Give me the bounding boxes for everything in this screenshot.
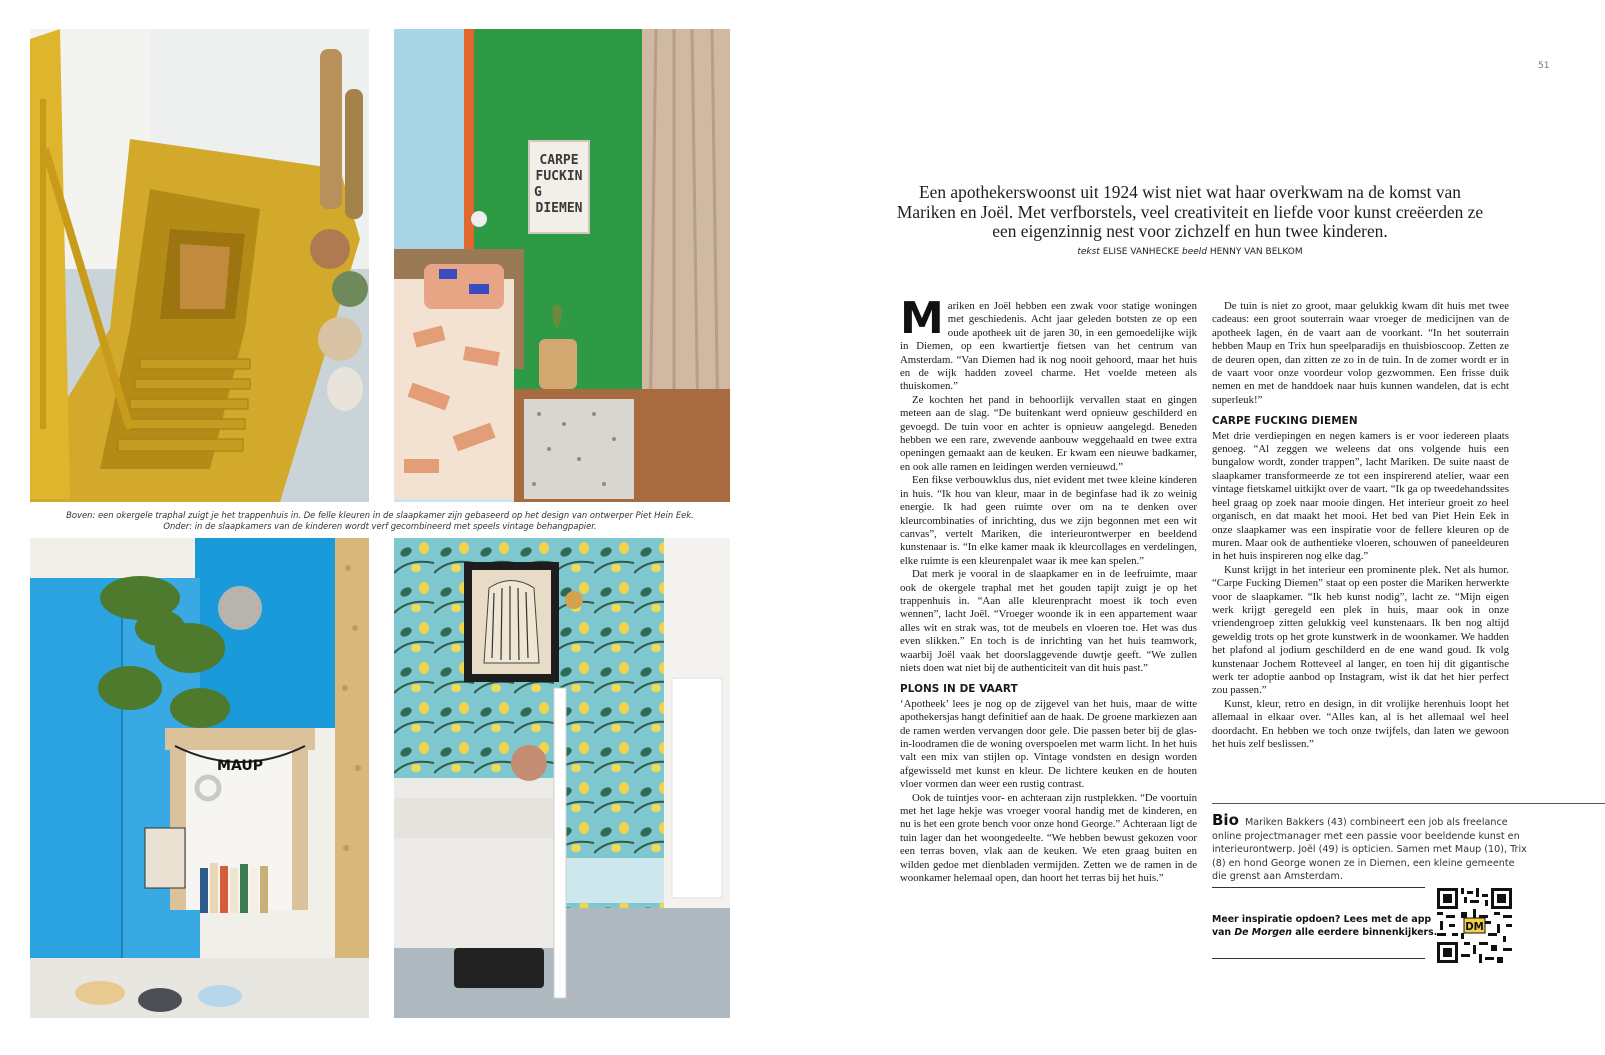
article-paragraph: Mariken en Joël hebben een zwak voor statige woningen met geschiedenis. Acht jaar geleden botsten ze op een oude apotheek uit de jaren 30, in een gemoedelijke wijk in Diemen, op een kwartiertje fietsen van het centrum van Amsterdam. “Van Diemen had ik nog nooit gehoord, maar het huis en de wijk hadden zoveel charme. Het voelde meteen als thuiskomen.” bbox=[900, 293, 1197, 393]
promo-divider-top bbox=[1212, 887, 1425, 888]
article-paragraph: Met drie verdiepingen en negen kamers is er voor iedereen plaats genoeg. “Al zeggen we weleens dat ons volgende huis een bungalow wordt, zonder trappen”, lacht Mariken. De suite naast de slaapkamer transformeerde ze tot een inspirerend atelier, waar een vintage fietskamel uitkijkt over de vaart. “Ik ga op tweedehandssites heel graag op zoek naar mooie dingen. Het interieur groeit zo heel organisch, en dat maakt het mooi. Het bed van Piet Hein Eek in onze slaapkamer was een inspiratie voor de fellere kleuren op de muren. Maar ook de authentieke vloeren, schouwen of paneeldeuren in het huis inspireren nog elke dag.” bbox=[1212, 429, 1509, 563]
promo-divider-bottom bbox=[1212, 958, 1425, 959]
subheading-carpe: CARPE FUCKING DIEMEN bbox=[1212, 415, 1358, 428]
credits bbox=[890, 247, 1490, 257]
dropcap: M bbox=[900, 293, 944, 344]
qr-code-icon[interactable] bbox=[1437, 888, 1512, 963]
photo-caption bbox=[30, 510, 730, 532]
article-paragraph: De tuin is niet zo groot, maar gelukkig kwam dit huis met twee cadeaus: een groot souterrain waar vroeger de medicijnen van de apotheek lagen, én de vaart aan de voorkant. “In het souterrain hebben Maup en Trix hun speelparadijs en thuisbioscoop. Zetten ze de deuren open, dan zitten ze zo in de tuin. In de zomer wordt er in de vaart voor onze voordeur volop gezwommen. Een frisse duik nemen en met de handdoek naar huis kunnen wandelen, dat is echt superleuk!” bbox=[1212, 300, 1509, 406]
article-paragraph: ‘Apotheek’ lees je nog op de zijgevel van het huis, maar de witte apothekersjas hangt definitief aan de haak. De groene markiezen aan de ramen werden vervangen door gele. Die passen beter bij de glas-in-loodramen die de woning overspoelen met warm licht. In het huis valt een mix van stijlen op. Vintage vondsten en design worden afgewisseld met kunst en kleur. De lichtere keuken en de houten vloer vormen dan weer een rustig contrast. bbox=[900, 697, 1197, 791]
credits-tekst-label: tekst bbox=[1077, 247, 1100, 257]
qr-badge-text: DM bbox=[1465, 922, 1484, 933]
bio-box bbox=[1212, 811, 1532, 884]
article-paragraph: Ze kochten het pand in behoorlijk vervallen staat en gingen meteen aan de slag. “De buitenkant werd opnieuw geschilderd en gevoegd. De tuin voor en achter is opnieuw aangelegd. Beneden hebben we een rare, zwevende aanbouw weggehaald en twee extra openingen gemaakt aan de keuken. Er kwam een nieuwe badkamer, en ook alle ramen en leidingen werden vernieuwd.” bbox=[900, 393, 1197, 473]
credits-beeld-label: beeld bbox=[1182, 247, 1208, 257]
caption-line-1: Boven: een okergele traphal zuigt je het trappenhuis in. De felle kleuren in de slaapkamer zijn gebaseerd op het design van ontwerper Piet Hein Eek. bbox=[66, 510, 694, 520]
bio-divider bbox=[1212, 803, 1605, 804]
poster-line-4: DIEMEN bbox=[535, 201, 583, 216]
lemon-wallpaper-room-photo bbox=[394, 538, 730, 1018]
credits-author: ELISE VANHECKE bbox=[1102, 247, 1180, 257]
subheading-plons: PLONS IN DE VAART bbox=[900, 683, 1018, 696]
poster-line-2: FUCKIN bbox=[535, 169, 583, 184]
staircase-photo bbox=[30, 29, 369, 502]
bio-label: Bio bbox=[1212, 811, 1239, 829]
article-paragraph: Een fikse verbouwklus dus, niet evident met twee kleine kinderen in huis. “Ik hou van kleur, maar in de beginfase had ik zo weinig energie. Ik had geen ruimte over om na te denken over kleurcombinaties of inrichting, dus we zijn begonnen met een wit canvas”, vertelt Mariken, die interieurontwerper en beeldend kunstenaar is. “In elke kamer maak ik kleurcollages en verdelingen, elke ruimte is een kleurenpalet waar ik mee kan spelen.” bbox=[900, 474, 1197, 567]
page-number: 51 bbox=[1538, 61, 1550, 71]
poster-line-3: G bbox=[534, 185, 542, 200]
kids-room-photo bbox=[30, 538, 369, 1018]
maup-banner: MAUP bbox=[217, 758, 263, 774]
article-paragraph: Ook de tuintjes voor- en achteraan zijn rustplekken. “De voortuin met het lage hekje was vroeger vooral handig met de kinderen, en nu is het een grote bench voor onze hond George.” Achteraan ligt de tuin lager dan het woongedeelte. “We hebben bewust gekozen voor een terras boven, vlak aan de keuken. We eten graag buiten en wilden gedoe met dienbladen vermijden. Zetten we de ramen in de woonkamer helemaal open, dan hoort het terras bij het huis.” bbox=[900, 791, 1197, 885]
caption-line-2: Onder: in de slaapkamers van de kinderen wordt verf gecombineerd met speels vintage behangpapier. bbox=[163, 521, 597, 531]
article-paragraph: Kunst krijgt in het interieur een prominente plek. Net als humor. “Carpe Fucking Diemen” staat op een poster die Mariken herwerkte voor de slaapkamer. “Ik heb kunst nodig”, lacht ze. “Mijn eigen werk krijgt geregeld een plek in huis, maar ook in onze vriendengroep zitten gelukkig veel kunstenaars. Ik ben nog altijd geweldig trots op het grote kunstwerk in de woonkamer. We hadden het plafond al jodium geschilderd en de ene wand goud. Ik volg kunstenaar Jochem Rotteveel al langer, en toen hij dit gigantische werk ter adoptie aanbod op Instagram, wist ik dat het hier perfect zou passen.” bbox=[1212, 563, 1509, 697]
green-bedroom-photo bbox=[394, 29, 730, 502]
promo-text[interactable]: Meer inspiratie opdoen? Lees met de app van De Morgen alle eerdere binnenkijkers. bbox=[1212, 914, 1438, 938]
article-paragraph: Kunst, kleur, retro en design, in dit vrolijke herenhuis loopt het allemaal in elkaar over. “Alles kan, al is het allemaal wel heel doordacht. En hebben we toch onze twijfels, dan laten we gewoon het huis zelf beslissen.” bbox=[1212, 697, 1509, 750]
poster-line-1: CARPE bbox=[539, 153, 579, 168]
article-column-1 bbox=[900, 293, 1197, 885]
bio-text: Mariken Bakkers (43) combineert een job als freelance online projectmanager met een passie voor beeldende kunst en interieurontwerp. Joël (49) is opticien. Samen met Maup (10), Trix (8) en hond George wonen ze in Diemen, een kleine gemeente die grenst aan Amsterdam. bbox=[1212, 817, 1527, 882]
promo-brand: De Morgen bbox=[1234, 927, 1292, 938]
article-column-2 bbox=[1212, 300, 1509, 751]
intro-lead: Een apothekerswoonst uit 1924 wist niet wat haar overkwam na de komst van Mariken en Joël. Met verfborstels, veel creativiteit en liefde voor kunst creëerden ze een eigenzinnig nest voor zichzelf en hun twee kinderen. bbox=[896, 182, 1484, 241]
credits-photographer: HENNY VAN BELKOM bbox=[1209, 247, 1303, 257]
article-paragraph: Dat merk je vooral in de slaapkamer en in de leefruimte, maar ook de okergele traphal met het gouden tapijt zuigt je op het trappenhuis in. “Aan alle kleurenpracht moest ik toch even wennen”, lacht Joël. “Vroeger woonde ik in een appartement waar alles wit en strak was, tot de meubels en vloeren toe. Het was dus even slikken.” En toch is de inrichting van het huis teamwork, waarbij Joël vaak het doorslaggevende duwtje geeft. “We zullen niets doen wat niet bij de authenticiteit van dit huis past.” bbox=[900, 568, 1197, 674]
